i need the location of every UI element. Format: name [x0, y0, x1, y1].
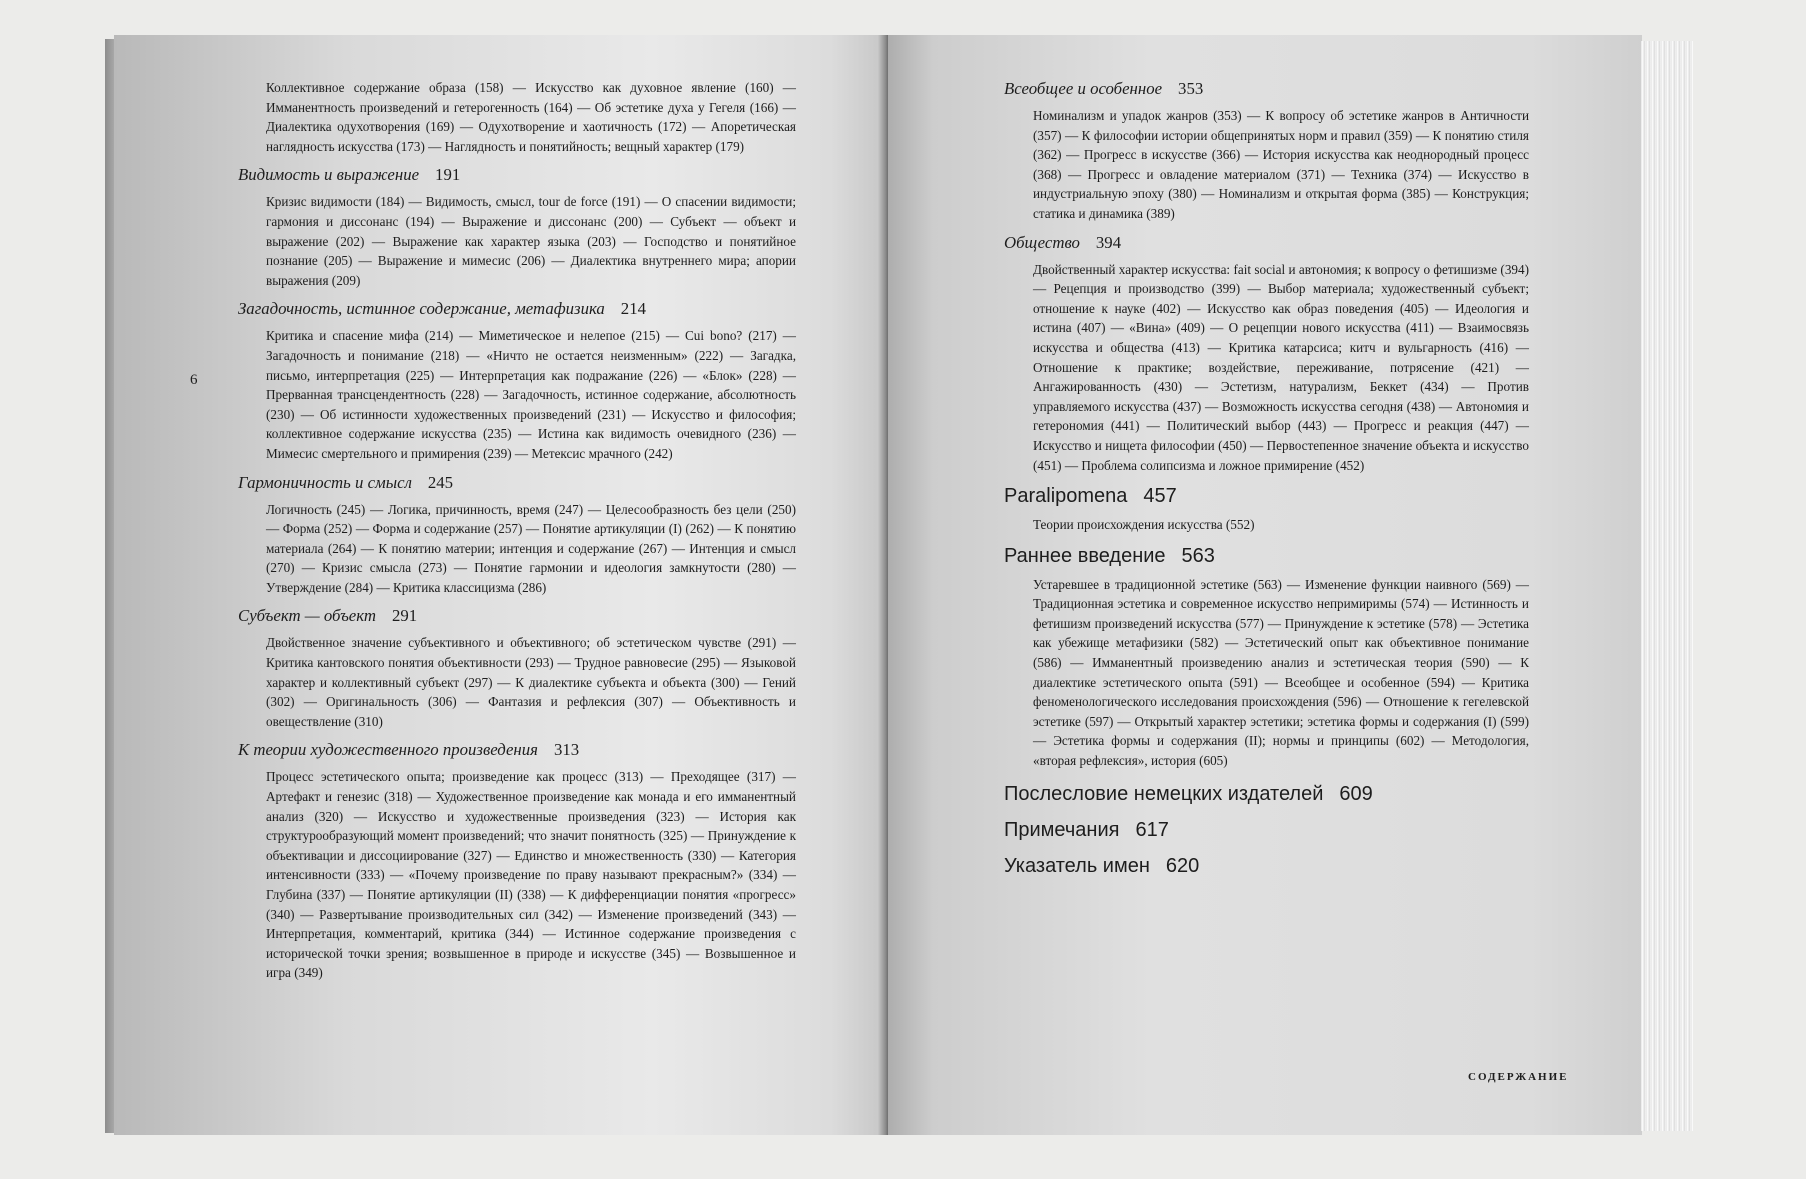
toc-entry-text: Коллективное содержание образа (158) — Искусство как духовное явление (160) — Имманентность произведений и гетерогенность (164) — Об эстетике духа у Гегеля (166) — Диалектика одухотворения (169) — Одухотворение и хаотичность (172) — Апоретическая наглядность искусства (173) — Наглядность и понятийность; вещный характер (179) — [266, 80, 796, 154]
running-head: СОДЕРЖАНИЕ — [1468, 1071, 1569, 1083]
major-page: 609 — [1339, 782, 1373, 805]
toc-entry-text: Логичность (245) — Логика, причинность, время (247) — Целесообразность без цели (250) — Форма (252) — Форма и содержание (257) — Понятие артикуляции (I) (262) — К понятию материала (264) — К понятию материи; интенция и содержание (267) — Интенция и смысл (270) — Кризис смысла (273) — Понятие гармонии и идеология замкнутости (280) — Утверждение (284) — Критика классицизма (286) — [266, 501, 796, 595]
toc-entry-text: Номинализм и упадок жанров (353) — К вопросу об эстетике жанров в Античности (357) — К философии истории общепринятых норм и правил (359) — К понятию стиля (362) — Прогресс в искусстве (366) — История искусства как неоднородный процесс (368) — Прогресс и овладение материалом (371) — Техника (374) — Искусство в индустриальную эпоху (380) — Номинализм и открытая форма (385) — Конструкция; статика и динамика (389) — [1033, 108, 1529, 221]
major-page: 563 — [1181, 544, 1215, 567]
major-title: Раннее введение — [1004, 544, 1166, 567]
right-page-column — [1004, 78, 1529, 889]
toc-section-heading — [1004, 78, 1529, 100]
major-page: 620 — [1165, 854, 1200, 877]
section-title: Видимость и выражение — [238, 165, 420, 185]
section-page: 245 — [427, 472, 454, 492]
toc-section-heading — [238, 298, 796, 320]
toc-major-heading — [1004, 543, 1529, 569]
toc-section-heading — [238, 739, 796, 761]
major-page: 617 — [1135, 818, 1169, 841]
page-stack-right — [1640, 41, 1693, 1131]
open-book — [100, 35, 1700, 1150]
section-page: 291 — [391, 606, 418, 626]
left-page-column — [238, 78, 796, 991]
section-title: Субъект — объект — [238, 606, 376, 626]
section-page: 353 — [1178, 79, 1204, 98]
toc-section-heading — [238, 605, 796, 627]
left-page — [114, 35, 884, 1135]
toc-entry-text: Двойственное значение субъективного и объективного; об эстетическом чувстве (291) — Критика кантовского понятия объективности (293) — Трудное равновесие (295) — Языковой характер и коллективный субъект (297) — К диалектике субъекта и объекта (300) — Гений (302) — Оригинальность (306) — Фантазия и рефлексия (307) — Объективность и овеществление (310) — [266, 635, 796, 729]
toc-entry-text: Устаревшее в традиционной эстетике (563) — Изменение функции наивного (569) — Традиционная эстетика и современное искусство непримиримы (574) — Истинность и фетишизм произведений искусства (577) — Принуждение к эстетике (578) — Эстетика как убежище метафизики (582) — Эстетический опыт как объективное понимание (586) — Имманентный произведению анализ и эстетическая теория (590) — К диалектике эстетического опыта (591) — Всеобщее и особенное (594) — Критика феноменологического исследования происхождения (596) — Отношение к гегелевской эстетике (597) — Открытый характер эстетики; эстетика формы и содержания (I) (599) — Эстетика формы и содержания (II); нормы и принципы (602) — Методология, «вторая рефлексия», история (605) — [1033, 576, 1529, 769]
major-title: Примечания — [1004, 818, 1120, 841]
toc-section-heading — [238, 164, 796, 186]
toc-major-heading — [1004, 483, 1529, 509]
section-title: Загадочность, истинное содержание, метафизика — [238, 299, 605, 319]
section-title: Всеобщее и особенное — [1004, 79, 1163, 98]
section-page: 191 — [435, 165, 461, 185]
section-page: 313 — [553, 740, 580, 760]
major-title: Paralipomena — [1004, 485, 1128, 508]
major-title: Указатель имен — [1004, 854, 1150, 877]
toc-entry-text: Критика и спасение мифа (214) — Миметическое и нелепое (215) — Cui bono? (217) — Загадочность и понимание (218) — «Ничто не остается неизменным» (222) — Загадка, письмо, интерпретация (225) — Интерпретация как подражание (226) — «Блок» (228) — Прерванная трансцендентность (228) — Загадочность, истинное содержание, абсолютность (230) — Об истинности художественных произведений (231) — Искусство и философия; коллективное содержание искусства (235) — Истина как видимость очевидного (236) — Мимесис смертельного и примирения (239) — Метексис мрачного (242) — [266, 328, 796, 461]
section-page: 394 — [1095, 232, 1122, 252]
toc-major-heading — [1004, 853, 1529, 879]
toc-major-heading — [1004, 817, 1529, 843]
section-title: К теории художественного произведения — [238, 740, 538, 760]
toc-entry-text: Теории происхождения искусства (552) — [1033, 517, 1255, 533]
section-page: 214 — [620, 299, 646, 319]
major-page: 457 — [1143, 485, 1177, 508]
right-page — [888, 35, 1642, 1135]
section-title: Гармоничность и смысл — [238, 472, 412, 492]
toc-entry-text: Процесс эстетического опыта; произведение как процесс (313) — Преходящее (317) — Артефакт и генезис (318) — Художественное произведение как монада и его имманентный анализ (320) — Искусство и художественные произведения (323) — История как структурообразующий момент произведений; что значит понятность (325) — Принуждение к объективации и диссоциирование (327) — Единство и множественность (330) — Категория интенсивности (333) — «Почему произведение по праву называют прекрасным?» (334) — Глубина (337) — Понятие артикуляции (II) (338) — К дифференциации понятия «прогресс» (340) — Развертывание производительных сил (342) — Изменение произведений (343) — Интерпретация, комментарий, критика (344) — Истинное содержание произведения с исторической точки зрения; возвышенное в природе и искусстве (345) — Возвышенное и игра (349) — [266, 769, 796, 981]
toc-major-heading — [1004, 781, 1529, 807]
section-title: Общество — [1004, 232, 1080, 252]
toc-section-heading — [238, 472, 796, 494]
major-title: Послесловие немецких издателей — [1004, 782, 1324, 805]
toc-entry-text: Кризис видимости (184) — Видимость, смысл, tour de force (191) — О спасении видимости; гармония и диссонанс (194) — Выражение и диссонанс (200) — Субъект — объект и выражение (202) — Выражение как характер языка (203) — Господство и понятийное познание (205) — Выражение и мимесис (206) — Диалектика внутреннего мира; апории выражения (209) — [266, 194, 796, 288]
toc-entry-text: Двойственный характер искусства: fait social и автономия; к вопросу о фетишизме (394) — Рецепция и производство (399) — Выбор материала; художественный субъект; отношение к науке (402) — Искусство как образ поведения (405) — Идеология и истина (407) — «Вина» (409) — О рецепции нового искусства (411) — Взаимосвязь искусства и общества (413) — Критика катарсиса; китч и вульгарность (416) — Отношение к практике; воздействие, переживание, потрясение (421) — Ангажированность (430) — Эстетизм, натурализм, Беккет (434) — Против управляемого искусства (437) — Возможность искусства сегодня (438) — Автономия и гетерономия (441) — Политический выбор (443) — Прогресс и реакция (447) — Искусство и нищета философии (450) — Первостепенное значение объекта и искусство (451) — Проблема солипсизма и ложное примирение (452) — [1033, 261, 1529, 473]
toc-section-heading — [1004, 232, 1529, 254]
page-number-left: 6 — [190, 372, 198, 388]
